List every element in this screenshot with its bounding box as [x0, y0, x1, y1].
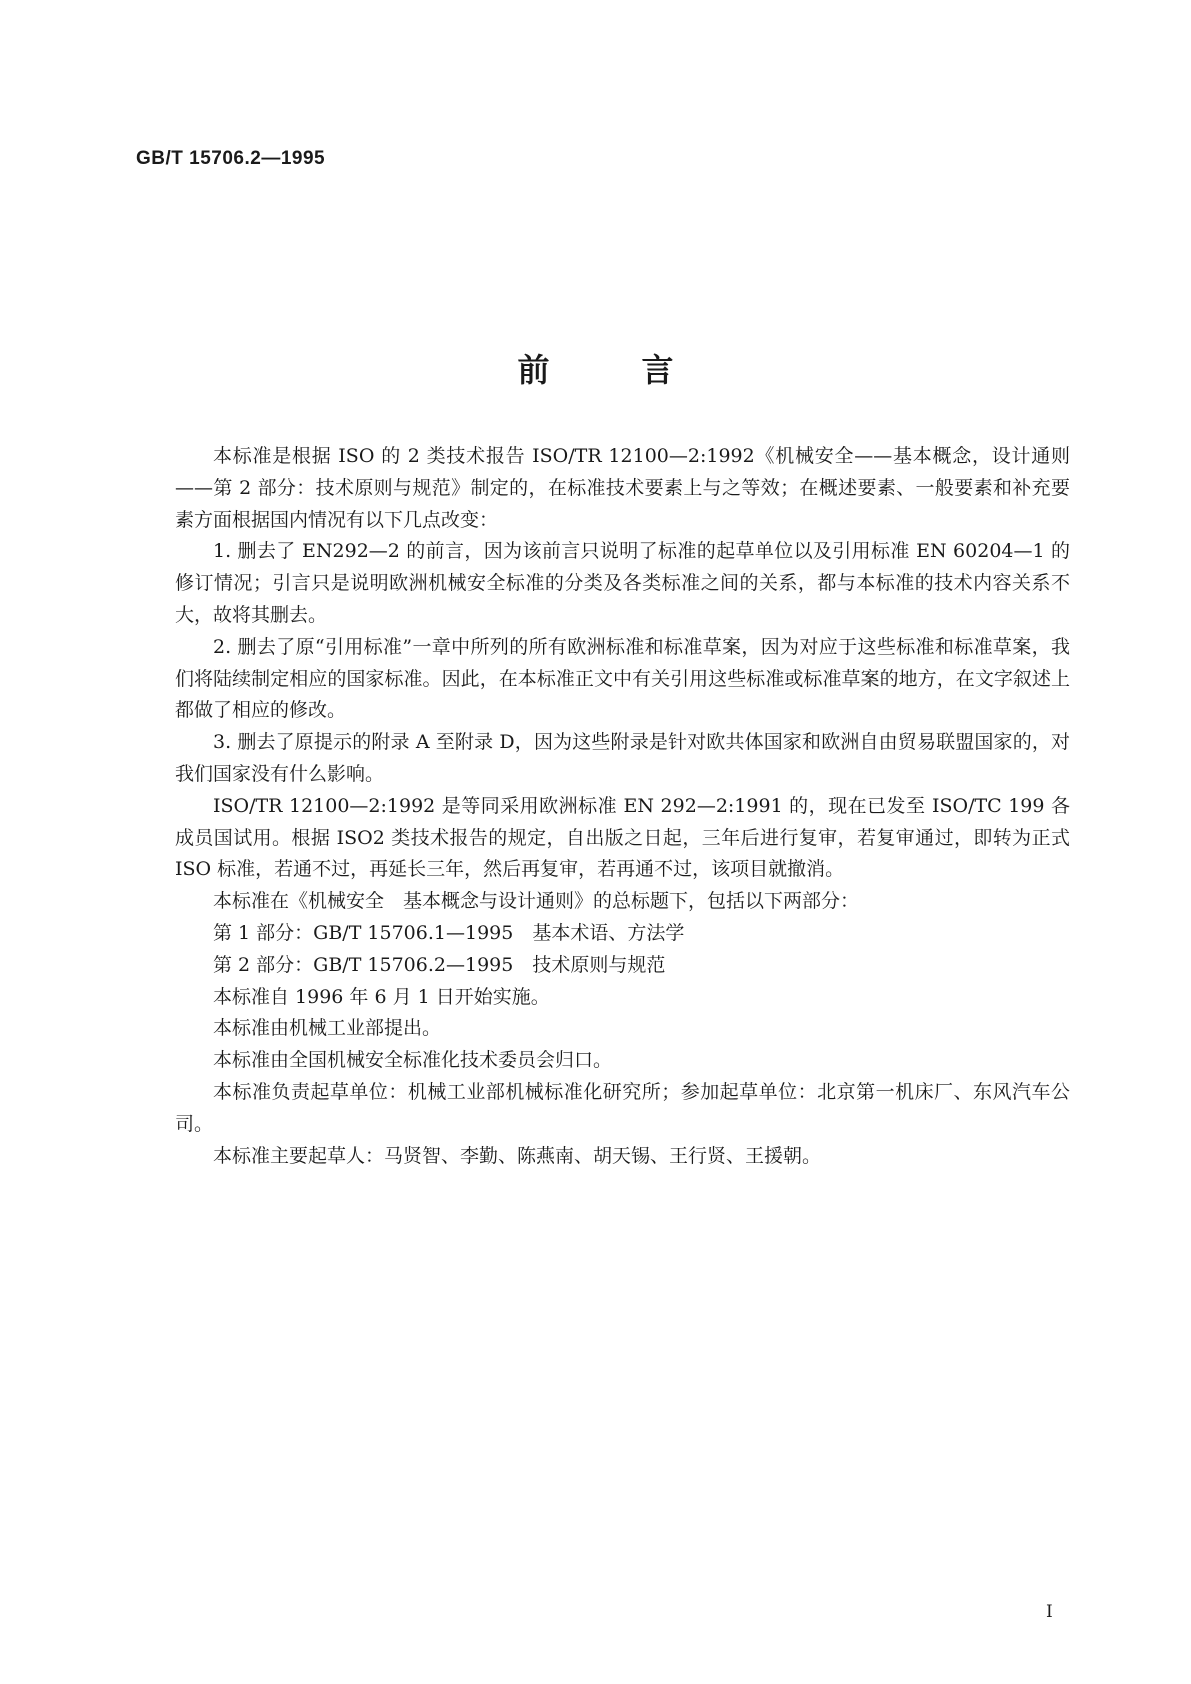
page-number: I — [1046, 1602, 1053, 1622]
paragraph-parts-intro: 本标准在《机械安全 基本概念与设计通则》的总标题下，包括以下两部分： — [213, 890, 860, 913]
paragraph-effective-date: 本标准自 1996 年 6 月 1 日开始实施。 — [213, 985, 550, 1008]
paragraph-part-2: 第 2 部分：GB/T 15706.2—1995 技术原则与规范 — [213, 953, 666, 976]
paragraph-proposed-by: 本标准由机械工业部提出。 — [213, 1017, 442, 1040]
paragraph-change-3: 3. 删去了原提示的附录 A 至附录 D，因为这些附录是针对欧共体国家和欧洲自由贸易联盟国家的，对我们国家没有什么影响。 — [175, 731, 1070, 785]
foreword-body — [175, 441, 1070, 1172]
paragraph-part-1: 第 1 部分：GB/T 15706.1—1995 基本术语、方法学 — [213, 921, 685, 944]
page-title — [0, 345, 1191, 391]
paragraph-centralized-by: 本标准由全国机械安全标准化技术委员会归口。 — [213, 1049, 613, 1072]
paragraph-change-2: 2. 删去了原“引用标准”一章中所列的所有欧洲标准和标准草案，因为对应于这些标准和标准草案，我们将陆续制定相应的国家标准。因此，在本标准正文中有关引用这些标准或标准草案的地方，在文字叙述上都做了相应的修改。 — [175, 635, 1070, 722]
title-char-2: 言 — [641, 351, 674, 389]
standard-code: GB/T 15706.2—1995 — [136, 148, 326, 169]
paragraph-drafters: 本标准主要起草人：马贤智、李勤、陈燕南、胡天锡、王行贤、王援朝。 — [213, 1144, 822, 1167]
title-char-1: 前 — [517, 351, 550, 389]
paragraph-intro: 本标准是根据 ISO 的 2 类技术报告 ISO/TR 12100—2:1992《机械安全——基本概念，设计通则——第 2 部分：技术原则与规范》制定的，在标准技术要素上与之等效；在概述要素、一般要素和补充要素方面根据国内情况有以下几点改变： — [175, 445, 1070, 531]
paragraph-change-1: 1. 删去了 EN292—2 的前言，因为该前言只说明了标准的起草单位以及引用标准 EN 60204—1 的修订情况；引言只是说明欧洲机械安全标准的分类及各类标准之间的关系，都与本标准的技术内容关系不大，故将其删去。 — [175, 540, 1070, 626]
paragraph-iso-status: ISO/TR 12100—2:1992 是等同采用欧洲标准 EN 292—2:1991 的，现在已发至 ISO/TC 199 各成员国试用。根据 ISO2 类技术报告的规定，自出版之日起，三年后进行复审，若复审通过，即转为正式 ISO 标准，若通不过，再延长三年，然后再复审，若再通不过，该项目就撤消。 — [175, 794, 1070, 881]
paragraph-drafting-units: 本标准负责起草单位：机械工业部机械标准化研究所；参加起草单位：北京第一机床厂、东风汽车公司。 — [175, 1080, 1070, 1135]
